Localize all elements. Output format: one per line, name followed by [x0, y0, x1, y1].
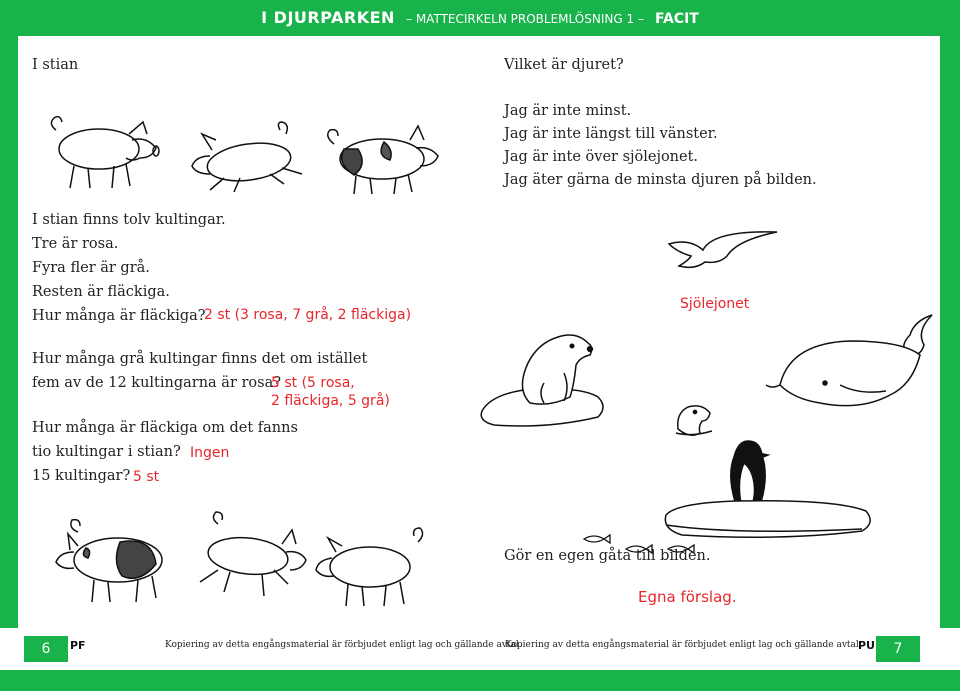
riddle-answer: Sjölejonet	[680, 296, 750, 312]
pig-spotted	[328, 126, 438, 194]
problem-line-1: I stian finns tolv kultingar.	[32, 212, 226, 228]
pigs-bottom-illustration	[48, 512, 448, 612]
clue-1: Jag är inte minst.	[504, 103, 632, 119]
question-3	[32, 416, 298, 488]
q3-line-2: tio kultingar i stian?	[32, 444, 181, 460]
riddle-question: Vilket är djuret?	[504, 57, 624, 73]
right-publisher-logo: PU	[858, 639, 875, 652]
pig-spotted-2	[56, 520, 162, 602]
q2-line-2: fem av de 12 kultingarna är rosa?	[32, 375, 282, 391]
answer-1: 2 st (3 rosa, 7 grå, 2 fläckiga)	[204, 307, 412, 323]
q3-line-1: Hur många är fläckiga om det fanns	[32, 420, 298, 436]
pig-pink-1	[51, 117, 159, 188]
right-page	[480, 36, 940, 628]
clue-3: Jag är inte över sjölejonet.	[504, 149, 699, 165]
left-copyright: Kopiering av detta engångsmaterial är förbjudet enligt lag och gällande avtal.	[165, 640, 522, 650]
polar-bear-icon	[481, 335, 603, 426]
page-header	[0, 8, 960, 38]
ice-floe-icon	[665, 501, 870, 538]
answer-2-line-1: 5 st (5 rosa,	[271, 375, 355, 391]
left-publisher-logo: PF	[70, 639, 86, 652]
clue-2: Jag är inte längst till vänster.	[504, 126, 718, 142]
problem-line-2: Tre är rosa.	[32, 236, 119, 252]
answer-3a: Ingen	[190, 445, 230, 461]
answer-2-line-2: 2 fläckiga, 5 grå)	[271, 393, 390, 409]
riddle-clues	[504, 100, 817, 192]
problem-line-4: Resten är fläckiga.	[32, 284, 170, 300]
q3-line-3: 15 kultingar?	[32, 468, 131, 484]
sea-lion-icon	[676, 406, 712, 435]
header-title: I DJURPARKEN	[261, 8, 395, 27]
left-page-number: 6	[24, 636, 68, 662]
problem-line-5: Hur många är fläckiga?	[32, 308, 206, 324]
section-title: I stian	[32, 57, 79, 73]
problem-line-3: Fyra fler är grå.	[32, 260, 150, 276]
pig-pink-running	[200, 512, 306, 596]
page-footer	[0, 628, 960, 670]
answer-3b: 5 st	[133, 469, 160, 485]
answer-2	[271, 374, 390, 410]
right-page-number: 7	[876, 636, 920, 662]
pig-grey-2	[316, 528, 423, 606]
problem-text	[32, 208, 226, 328]
task-answer: Egna förslag.	[638, 588, 737, 606]
q2-line-1: Hur många grå kultingar finns det om istället	[32, 351, 368, 367]
pig-grey-running	[192, 122, 302, 192]
task-text: Gör en egen gåta till bilden.	[504, 548, 711, 564]
seagull-icon	[665, 224, 785, 274]
right-copyright: Kopiering av detta engångsmaterial är förbjudet enligt lag och gällande avtal.	[505, 640, 862, 650]
whale-icon	[766, 315, 932, 406]
pigs-top-illustration	[44, 94, 464, 194]
arctic-scene-illustration	[480, 311, 940, 551]
header-subtitle: – MATTECIRKELN PROBLEMLÖSNING 1 –	[406, 12, 644, 26]
clue-4: Jag äter gärna de minsta djuren på bilden.	[504, 172, 817, 188]
left-page	[18, 36, 480, 628]
header-facit: FACIT	[655, 11, 699, 27]
